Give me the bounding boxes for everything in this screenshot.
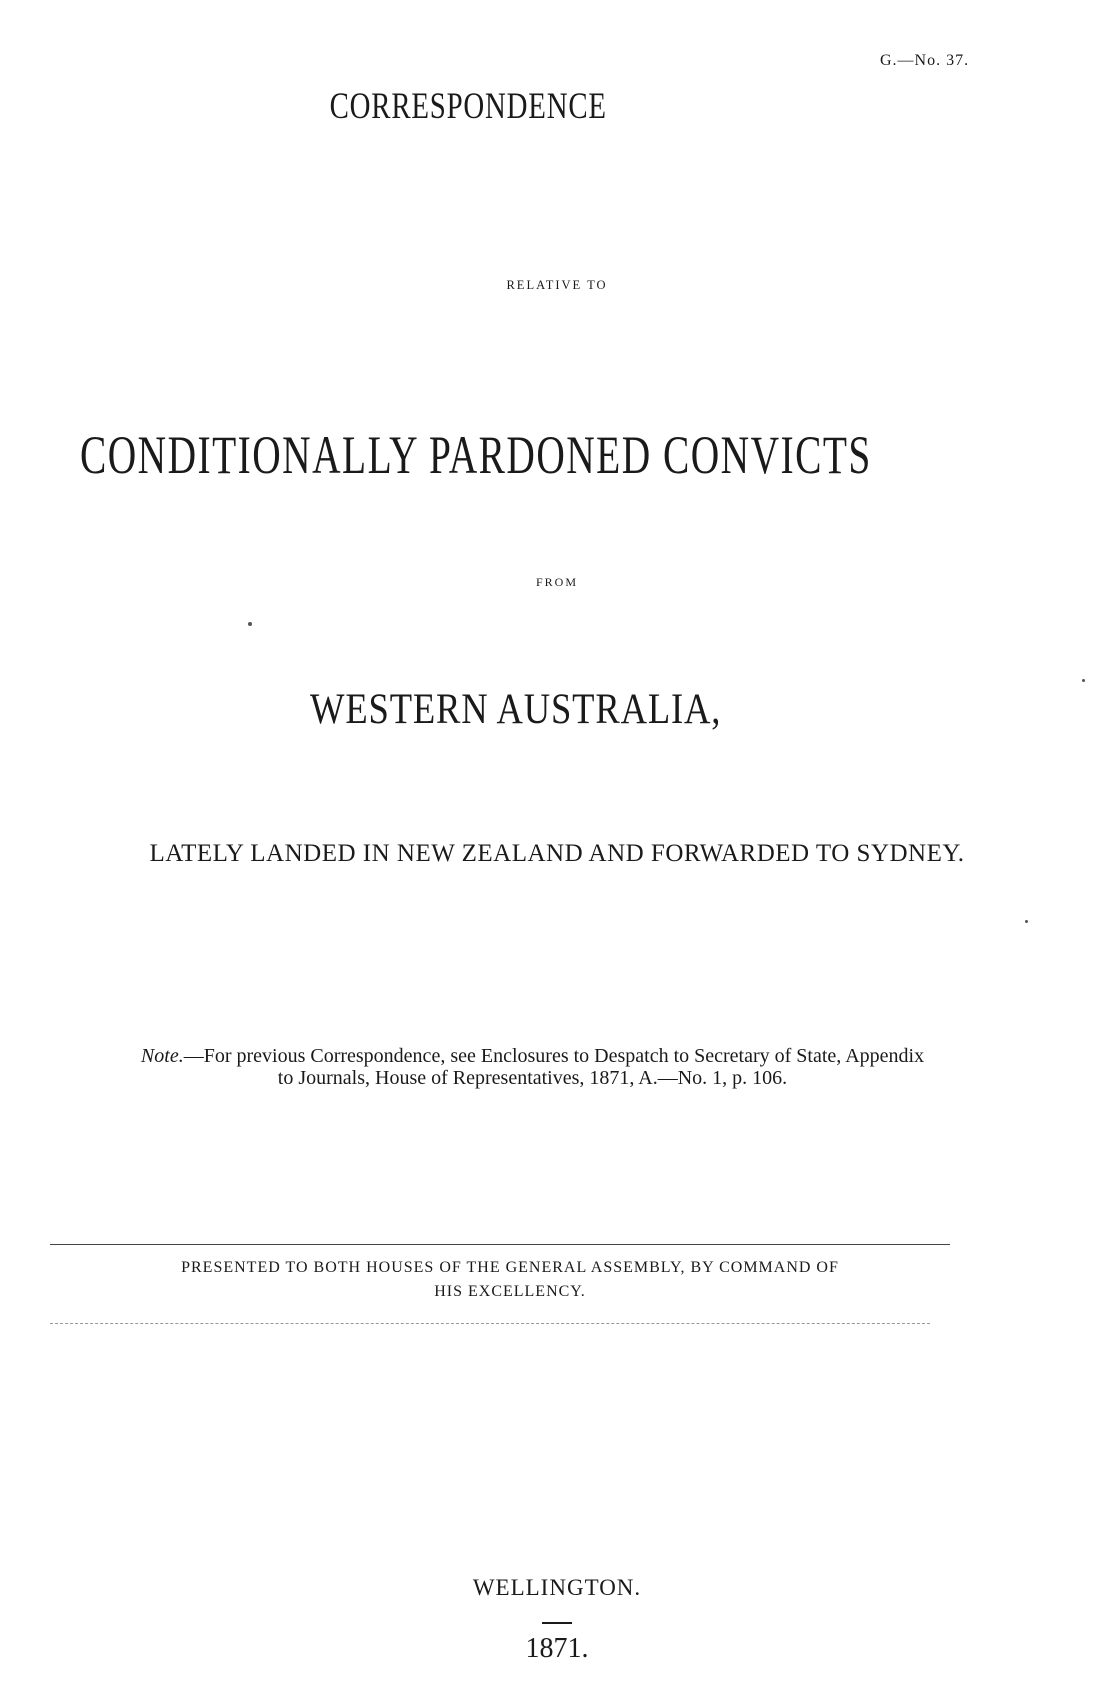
- presented-line-2: HIS EXCELLENCY.: [434, 1283, 586, 1300]
- note-label: Note.: [140, 1045, 184, 1067]
- document-heading: CORRESPONDENCE: [329, 86, 607, 127]
- from-label: FROM: [535, 575, 578, 589]
- note-text-1: —For previous Correspondence, see Enclosures to Despatch to Secretary of State, Appendix: [183, 1045, 925, 1067]
- presented-line-1: PRESENTED TO BOTH HOUSES OF THE GENERAL ASSEMBLY, BY COMMAND OF: [181, 1259, 839, 1276]
- scan-speck: [1082, 679, 1085, 682]
- divider-top: [50, 1244, 950, 1245]
- scan-speck: [1025, 920, 1028, 923]
- document-reference-number: G.—No. 37.: [880, 52, 970, 69]
- relative-to-label: RELATIVE TO: [506, 278, 608, 292]
- imprint-year: 1871.: [525, 1633, 589, 1664]
- main-title: CONDITIONALLY PARDONED CONVICTS: [80, 425, 872, 485]
- imprint-place: WELLINGTON.: [472, 1575, 642, 1600]
- note-line-2: to Journals, House of Representatives, 1871, A.—No. 1, p. 106.: [277, 1067, 788, 1089]
- note-line-1: [80, 1045, 985, 1067]
- subtitle: LATELY LANDED IN NEW ZEALAND AND FORWARDED TO SYDNEY.: [149, 840, 965, 867]
- year-dash: [542, 1622, 572, 1624]
- place-title: WESTERN AUSTRALIA,: [310, 686, 722, 733]
- divider-bottom: [50, 1323, 930, 1324]
- note-paragraph: [80, 1045, 985, 1089]
- scan-speck: [248, 622, 252, 626]
- presented-statement: [60, 1256, 960, 1304]
